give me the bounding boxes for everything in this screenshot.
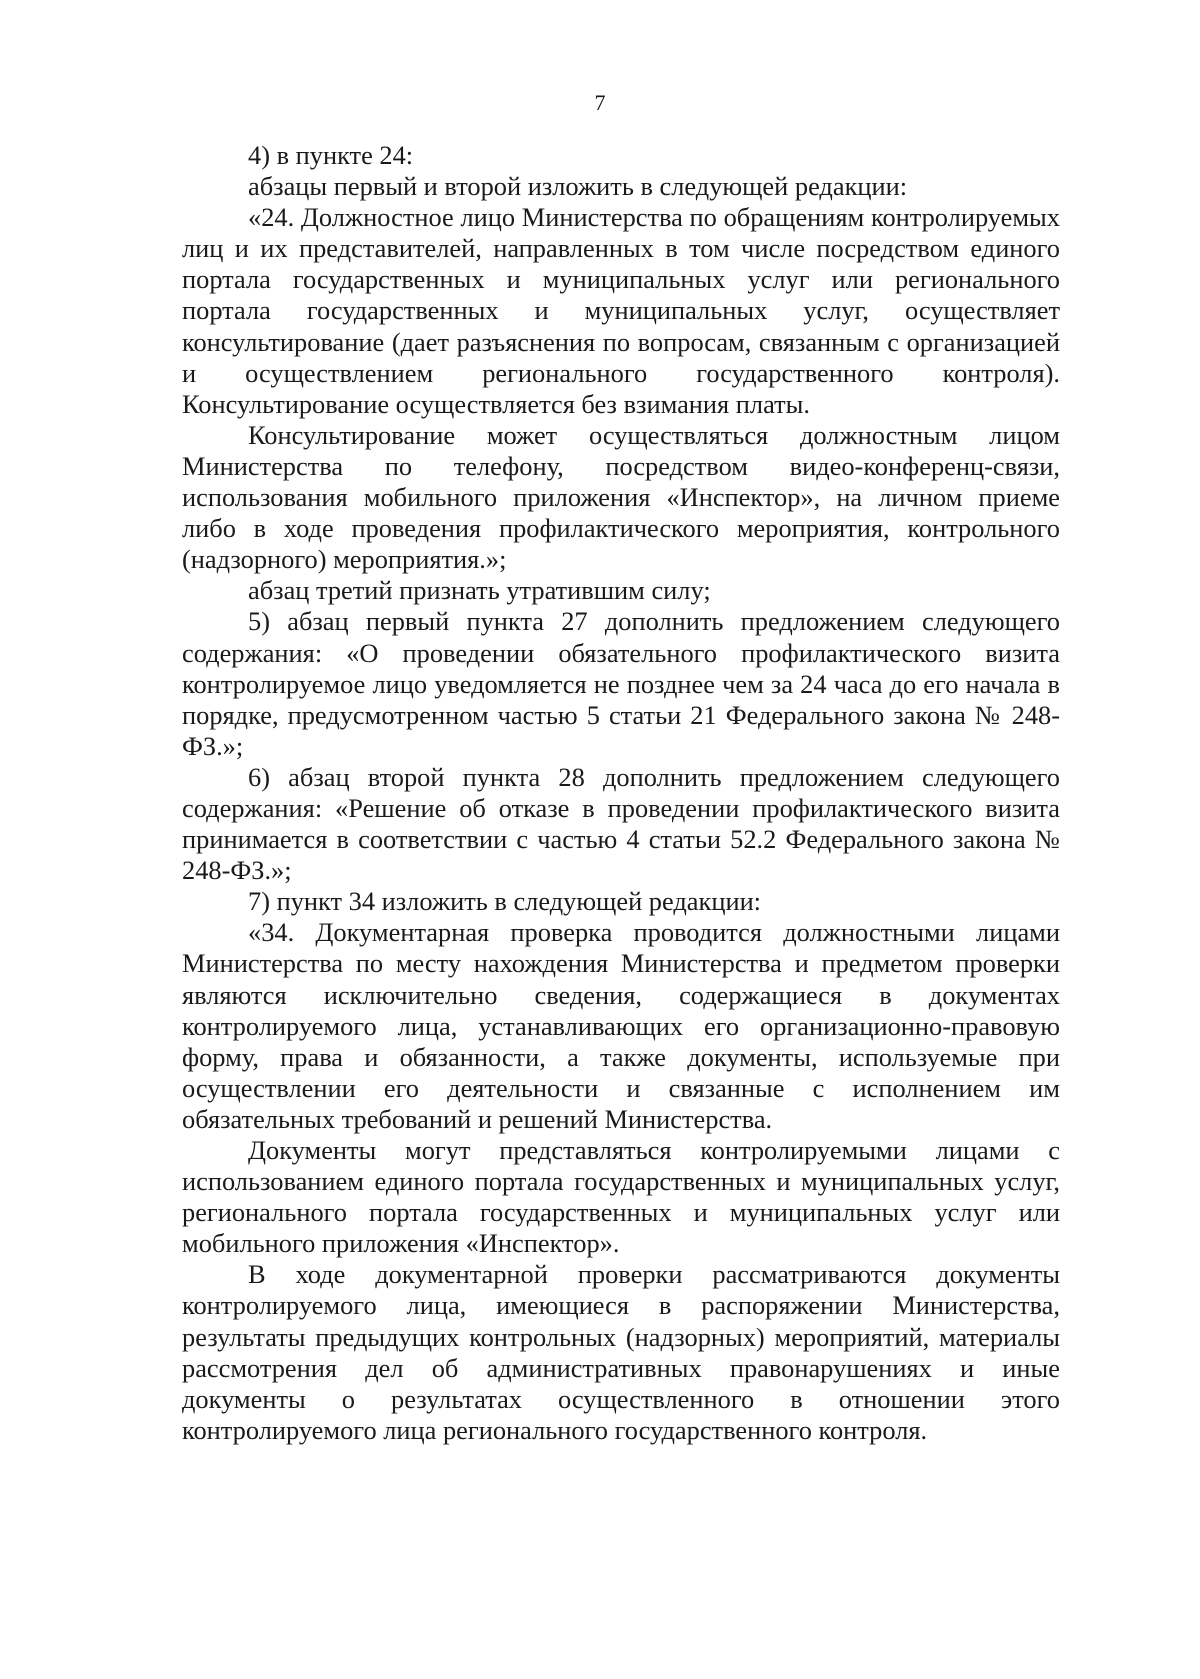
paragraph-documents-submission: Документы могут представляться контролируемыми лицами с использованием единого портала государственных и муниципальных услуг, регионального портала государственных и муниципальных услуг или мобильного приложения «Инспектор». bbox=[182, 1135, 1060, 1259]
paragraph-amend-clauses: абзацы первый и второй изложить в следующей редакции: bbox=[248, 171, 908, 202]
paragraph-documentary-check: В ходе документарной проверки рассматриваются документы контролируемого лица, имеющиеся в распоряжении Министерства, результаты предыдущих контрольных (надзорных) мероприятий, материалы рассмотрения дел об административных правонарушениях и иные документы о результатах осуществленного в отношении этого контролируемого лица регионального государственного контроля. bbox=[182, 1259, 1060, 1445]
document-body bbox=[182, 140, 1060, 1446]
paragraph-item-7: 7) пункт 34 изложить в следующей редакции: bbox=[248, 886, 762, 917]
paragraph-item-5: 5) абзац первый пункта 27 дополнить предложением следующего содержания: «О проведении обязательного профилактического визита контролируемое лицо уведомляется не позднее чем за 24 часа до его начала в порядке, предусмотренном частью 5 статьи 21 Федерального закона № 248-ФЗ.»; bbox=[182, 606, 1060, 761]
paragraph-third-void: абзац третий признать утратившим силу; bbox=[248, 575, 711, 606]
paragraph-consulting: Консультирование может осуществляться должностным лицом Министерства по телефону, посредством видео-конференц-связи, использования мобильного приложения «Инспектор», на личном приеме либо в ходе проведения профилактического мероприятия, контрольного (надзорного) мероприятия.»; bbox=[182, 419, 1060, 575]
paragraph-clause-24: «24. Должностное лицо Министерства по обращениям контролируемых лиц и их представителей, направленных в том числе посредством единого портала государственных и муниципальных услуг или регионального портала государственных и муниципальных услуг, осуществляет консультирование (дает разъяснения по вопросам, связанным с организацией и осуществлением регионального государственного контроля). Консультирование осуществляется без взимания платы. bbox=[182, 202, 1060, 419]
paragraph-clause-34: «34. Документарная проверка проводится должностными лицами Министерства по месту нахождения Министерства и предметом проверки являются исключительно сведения, содержащиеся в документах контролируемого лица, устанавливающих его организационно-правовую форму, права и обязанности, а также документы, используемые при осуществлении его деятельности и связанные с исполнением им обязательных требований и решений Министерства. bbox=[182, 917, 1060, 1134]
paragraph-item-6: 6) абзац второй пункта 28 дополнить предложением следующего содержания: «Решение об отказе в проведении профилактического визита принимается в соответствии с частью 4 статьи 52.2 Федерального закона № 248-ФЗ.»; bbox=[182, 761, 1060, 886]
paragraph-item-4: 4) в пункте 24: bbox=[248, 140, 414, 170]
page-number: 7 bbox=[594, 90, 606, 115]
